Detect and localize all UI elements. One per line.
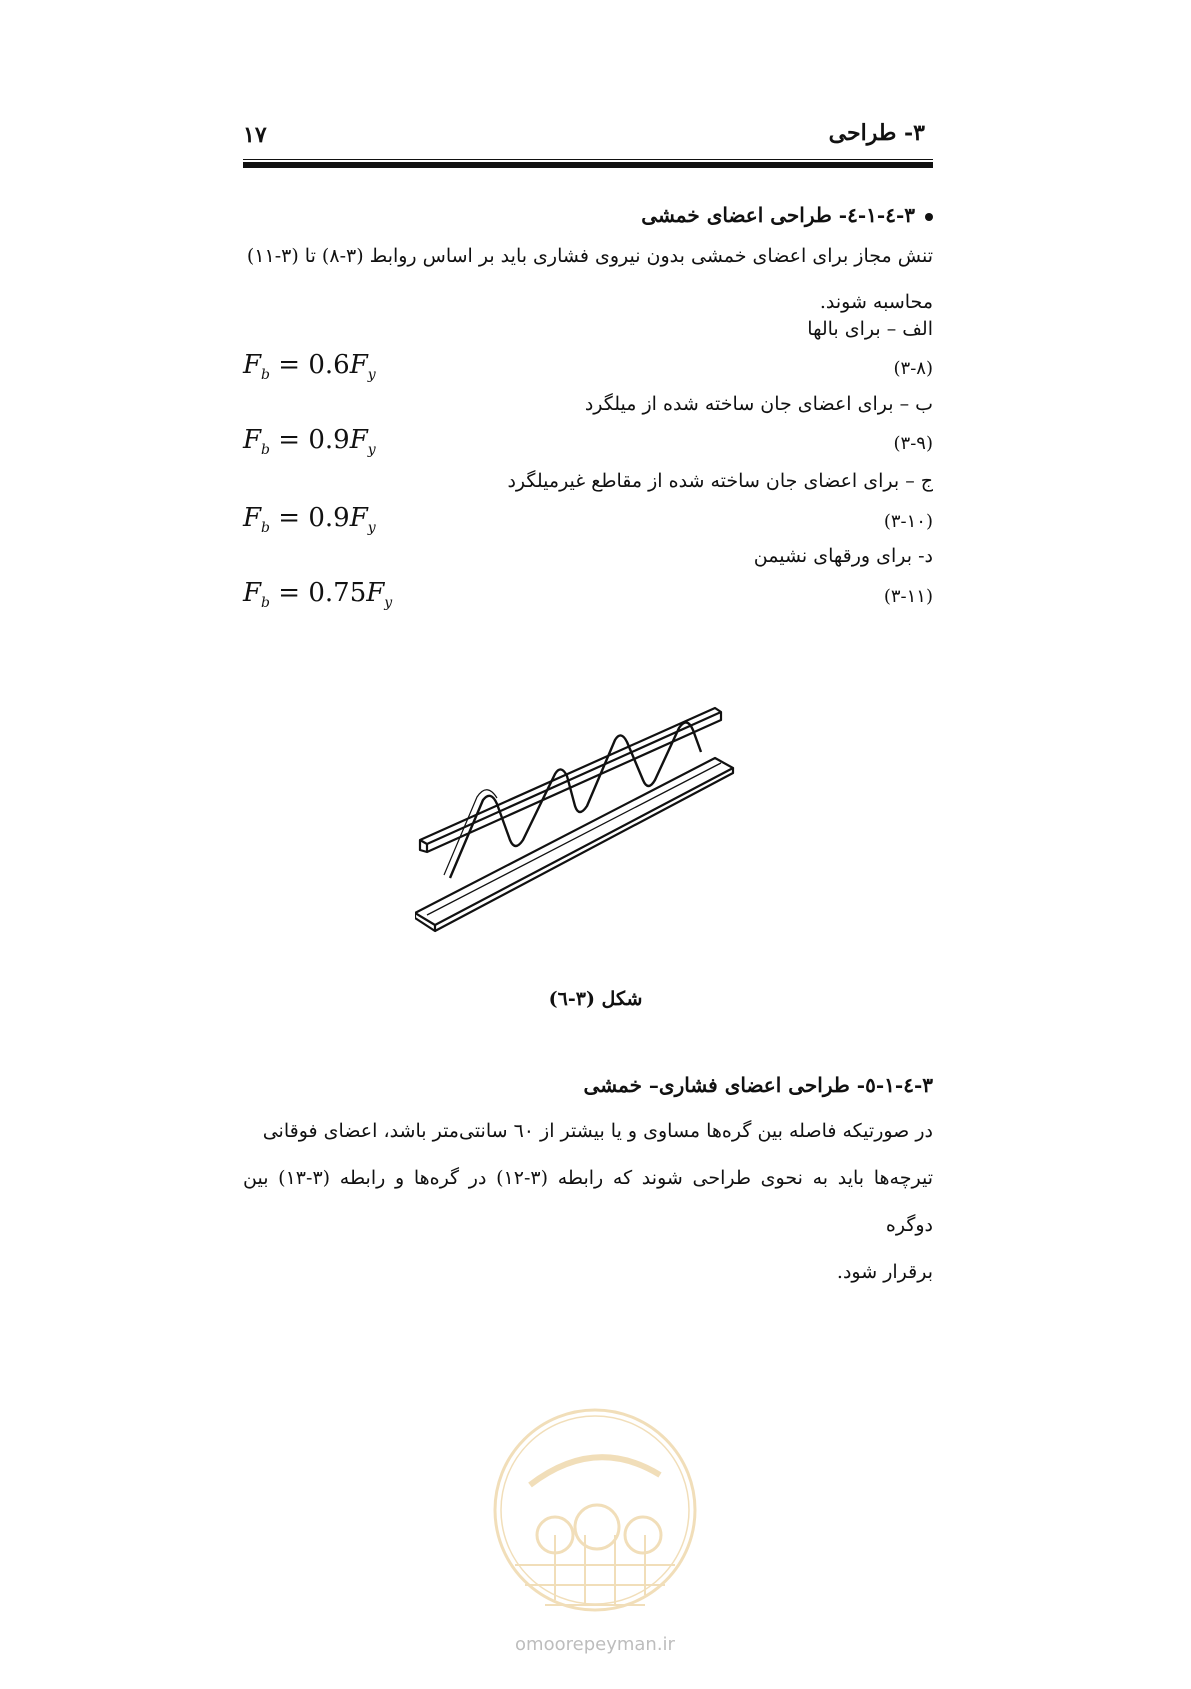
item-label-d: د- برای ورقهای نشیمن (753, 545, 933, 567)
intro-line-1: تنش مجاز برای اعضای خمشی بدون نیروی فشاری باید بر اساس روابط (۳-۸) تا (۳-۱۱) (246, 245, 933, 267)
equation-row-a (243, 350, 933, 390)
equation-number: (۳-۹) (893, 433, 933, 454)
page-number: ۱۷ (243, 122, 267, 148)
equation-number: (۳-۱۰) (883, 511, 933, 532)
watermark-logo (485, 1395, 705, 1685)
equation-formula: $F_b = 0.6F_y$ (243, 350, 376, 384)
header-rule (243, 162, 933, 168)
bottom-chord (415, 758, 733, 925)
equation-row-d (243, 578, 933, 618)
equation-number: (۳-۸) (893, 358, 933, 379)
section-2-line-1: در صورتیکه فاصله بین گره‌ها مساوی و یا بیشتر از ٦۰ سانتی‌متر باشد، اعضای فوقانی (262, 1120, 933, 1142)
joist-drawing (415, 700, 785, 950)
figure-caption: شکل (۳-٦) (548, 988, 643, 1010)
watermark-site: omoorepeyman.ir (515, 1634, 675, 1655)
section-2-line-3: برقرار شود. (836, 1261, 933, 1283)
equation-formula: $F_b = 0.75F_y$ (243, 578, 393, 612)
section-heading-text: ۳-٤-۱-٤- طراحی اعضای خمشی (641, 203, 915, 227)
bullet-icon (925, 213, 933, 221)
intro-paragraph (243, 233, 933, 324)
page-header (243, 118, 933, 170)
section-2-line-2: تیرچه‌ها باید به نحوی طراحی شوند که رابطه (۳-۱۲) در گره‌ها و رابطه (۳-۱۳) بین دوگره (243, 1167, 933, 1236)
joist-figure (415, 700, 785, 950)
item-label-b: ب – برای اعضای جان ساخته شده از میلگرد (584, 393, 933, 415)
section-2-paragraph (243, 1108, 933, 1296)
section-heading-compression-flexure: ۳-٤-۱-٥- طراحی اعضای فشاری– خمشی (583, 1073, 933, 1097)
equation-formula: $F_b = 0.9F_y$ (243, 503, 376, 537)
equation-number: (۳-۱۱) (883, 586, 933, 607)
chapter-title: ۳- طراحی (828, 120, 925, 146)
equation-formula: $F_b = 0.9F_y$ (243, 425, 376, 459)
item-label-c: ج – برای اعضای جان ساخته شده از مقاطع غیرمیلگرد (507, 470, 933, 492)
section-heading-flexural (243, 203, 933, 227)
equation-row-b (243, 425, 933, 465)
intro-line-2: محاسبه شوند. (819, 291, 933, 313)
header-rule-thin (243, 159, 933, 160)
item-label-a: الف – برای بالها (807, 318, 933, 340)
equation-row-c (243, 503, 933, 543)
watermark (485, 1395, 705, 1685)
